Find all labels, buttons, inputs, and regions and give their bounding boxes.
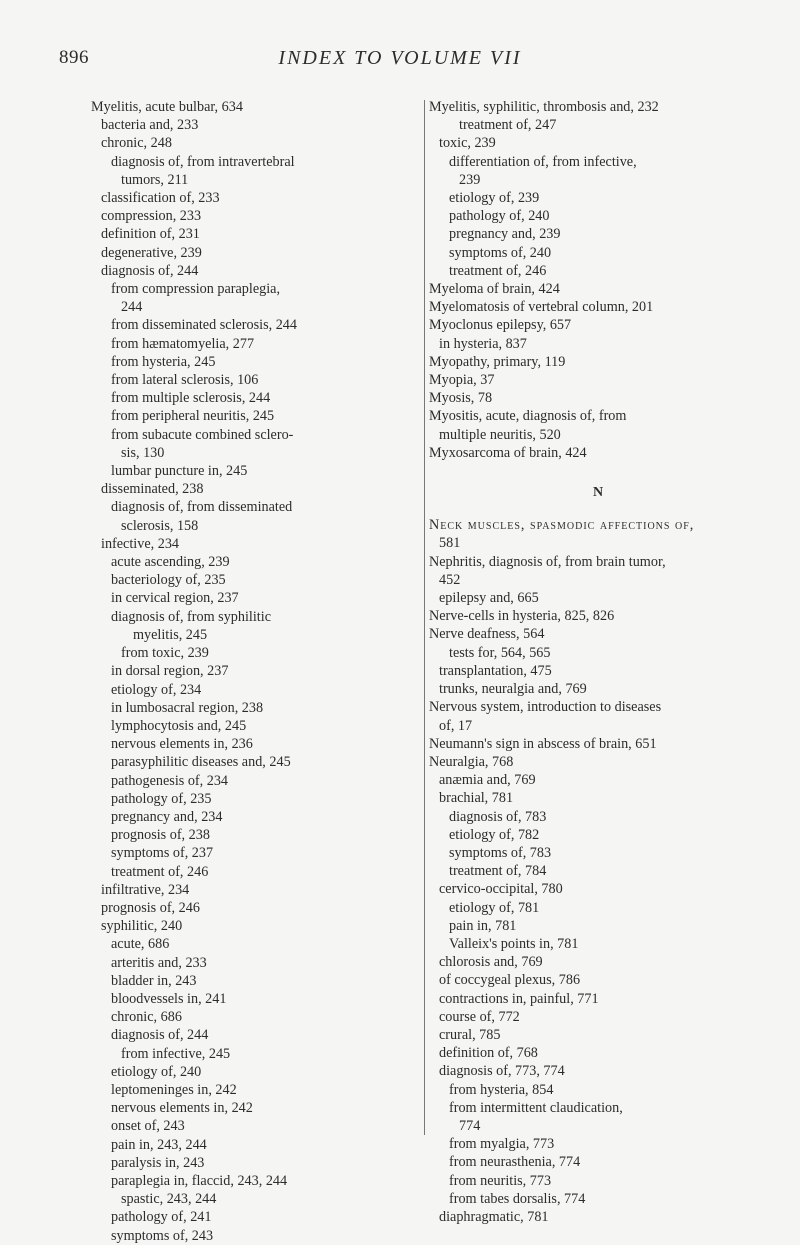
index-entry: lymphocytosis and, 245 <box>111 717 247 734</box>
index-entry: from hysteria, 854 <box>449 1081 554 1098</box>
index-entry: Valleix's points in, 781 <box>449 935 579 952</box>
index-entry: multiple neuritis, 520 <box>439 426 561 443</box>
index-entry: bacteria and, 233 <box>101 117 199 134</box>
index-entry: 244 <box>121 299 143 316</box>
index-entry: epilepsy and, 665 <box>439 590 539 607</box>
index-entry: from subacute combined sclero- <box>111 426 294 443</box>
column-divider <box>424 100 425 1135</box>
index-entry: of coccygeal plexus, 786 <box>439 972 581 989</box>
index-entry: contractions in, painful, 771 <box>439 990 599 1007</box>
index-entry: Myositis, acute, diagnosis of, from <box>429 408 627 425</box>
index-entry: diagnosis of, 244 <box>101 262 199 279</box>
index-entry: crural, 785 <box>439 1026 501 1043</box>
index-entry: Nervous system, introduction to diseases <box>429 699 662 716</box>
index-entry: from neurasthenia, 774 <box>449 1154 581 1171</box>
index-entry: etiology of, 239 <box>449 190 540 207</box>
index-entry: pathology of, 240 <box>449 208 550 225</box>
index-entry: nervous elements in, 236 <box>111 736 253 753</box>
index-entry: Neck muscles, spasmodic affections of, <box>429 517 695 534</box>
index-entry: etiology of, 781 <box>449 899 540 916</box>
index-entry: from neuritis, 773 <box>449 1172 552 1189</box>
index-entry: spastic, 243, 244 <box>121 1191 217 1208</box>
index-entry: sclerosis, 158 <box>121 517 199 534</box>
index-entry: pathology of, 241 <box>111 1209 212 1226</box>
index-entry: sis, 130 <box>121 444 165 461</box>
index-entry: Myopathy, primary, 119 <box>429 353 566 370</box>
index-entry: paralysis in, 243 <box>111 1154 205 1171</box>
index-entry: classification of, 233 <box>101 190 220 207</box>
index-entry: Nerve-cells in hysteria, 825, 826 <box>429 608 615 625</box>
index-entry: definition of, 768 <box>439 1045 538 1062</box>
left-index-column <box>91 98 424 1245</box>
index-entry: diagnosis of, 773, 774 <box>439 1063 565 1080</box>
index-entry: brachial, 781 <box>439 790 514 807</box>
index-entry: prognosis of, 238 <box>111 827 210 844</box>
index-entry: diagnosis of, from syphilitic <box>111 608 271 625</box>
index-entry: treatment of, 784 <box>449 863 547 880</box>
index-entry: pathology of, 235 <box>111 790 212 807</box>
index-entry: parasyphilitic diseases and, 245 <box>111 754 291 771</box>
index-entry: in cervical region, 237 <box>111 590 239 607</box>
index-entry: degenerative, 239 <box>101 244 202 261</box>
index-entry: diaphragmatic, 781 <box>439 1208 549 1225</box>
index-entry: in hysteria, 837 <box>439 335 527 352</box>
index-entry: paraplegia in, flaccid, 243, 244 <box>111 1172 288 1189</box>
index-entry: from toxic, 239 <box>121 645 209 662</box>
index-entry: leptomeninges in, 242 <box>111 1081 237 1098</box>
index-entry: 774 <box>459 1117 481 1134</box>
index-entry: bloodvessels in, 241 <box>111 990 227 1007</box>
index-entry: Neumann's sign in abscess of brain, 651 <box>429 735 657 752</box>
index-entry: diagnosis of, from intravertebral <box>111 153 295 170</box>
index-entry: definition of, 231 <box>101 226 200 243</box>
index-entry: syphilitic, 240 <box>101 918 183 935</box>
index-entry: Myopia, 37 <box>429 372 495 389</box>
index-entry: from intermittent claudication, <box>449 1099 623 1116</box>
index-entry: pathogenesis of, 234 <box>111 772 229 789</box>
index-entry: chronic, 248 <box>101 135 172 152</box>
index-entry: from lateral sclerosis, 106 <box>111 372 259 389</box>
index-entry: bacteriology of, 235 <box>111 572 226 589</box>
index-entry: differentiation of, from infective, <box>449 153 637 170</box>
index-entry: infiltrative, 234 <box>101 881 190 898</box>
index-entry: from hysteria, 245 <box>111 353 216 370</box>
index-entry: from compression paraplegia, <box>111 281 281 298</box>
section-heading-n: N <box>592 485 604 501</box>
index-entry: bladder in, 243 <box>111 972 197 989</box>
index-entry: etiology of, 782 <box>449 826 540 843</box>
index-entry: Myeloma of brain, 424 <box>429 281 560 298</box>
index-entry: Myosis, 78 <box>429 390 493 407</box>
index-entry: Myxosarcoma of brain, 424 <box>429 444 587 461</box>
index-entry: etiology of, 240 <box>111 1063 202 1080</box>
index-entry: Nephritis, diagnosis of, from brain tumor, <box>429 553 666 570</box>
index-entry: diagnosis of, 783 <box>449 808 547 825</box>
index-entry: trunks, neuralgia and, 769 <box>439 681 587 698</box>
index-entry: infective, 234 <box>101 535 180 552</box>
index-entry: pain in, 781 <box>449 917 517 934</box>
index-entry: from myalgia, 773 <box>449 1136 555 1153</box>
index-entry: nervous elements in, 242 <box>111 1100 253 1117</box>
index-entry: disseminated, 238 <box>101 481 204 498</box>
index-entry: 581 <box>439 535 461 552</box>
index-entry: treatment of, 246 <box>111 863 209 880</box>
index-entry: pain in, 243, 244 <box>111 1136 207 1153</box>
index-entry: Myelitis, syphilitic, thrombosis and, 232 <box>429 99 659 115</box>
index-entry: symptoms of, 240 <box>449 244 552 261</box>
page-number: 896 <box>59 47 89 68</box>
index-entry: acute, 686 <box>111 936 170 953</box>
n-entries <box>429 516 767 1226</box>
index-entry: from multiple sclerosis, 244 <box>111 390 271 407</box>
index-entry: diagnosis of, from disseminated <box>111 499 293 516</box>
index-entry: from disseminated sclerosis, 244 <box>111 317 297 334</box>
index-entry: symptoms of, 237 <box>111 845 214 862</box>
index-entry: of, 17 <box>439 717 473 734</box>
index-entry: cervico-occipital, 780 <box>439 881 563 898</box>
index-entry: Myelomatosis of vertebral column, 201 <box>429 299 654 316</box>
index-entry: diagnosis of, 244 <box>111 1027 209 1044</box>
index-entry: from peripheral neuritis, 245 <box>111 408 275 425</box>
index-entry: arteritis and, 233 <box>111 954 207 971</box>
index-entry: Myoclonus epilepsy, 657 <box>429 317 572 334</box>
index-entry: from hæmatomyelia, 277 <box>111 335 255 352</box>
index-entry: onset of, 243 <box>111 1118 185 1135</box>
index-entry: tumors, 211 <box>121 171 189 188</box>
index-entry: lumbar puncture in, 245 <box>111 463 248 480</box>
index-entry: tests for, 564, 565 <box>449 644 551 661</box>
page-header <box>0 47 800 81</box>
m-entries <box>429 98 767 462</box>
index-entry: Myelitis, acute bulbar, 634 <box>91 99 243 115</box>
index-entry: symptoms of, 783 <box>449 844 552 861</box>
index-entry: from tabes dorsalis, 774 <box>449 1190 586 1207</box>
index-entry: etiology of, 234 <box>111 681 202 698</box>
index-entry: toxic, 239 <box>439 135 496 152</box>
index-entry: chronic, 686 <box>111 1009 182 1026</box>
index-entry: chlorosis and, 769 <box>439 954 543 971</box>
index-entry: treatment of, 246 <box>449 262 547 279</box>
index-entry: prognosis of, 246 <box>101 899 200 916</box>
index-entry: symptoms of, 243 <box>111 1227 214 1244</box>
index-entry: Nerve deafness, 564 <box>429 626 545 643</box>
page-title: INDEX TO VOLUME VII <box>278 47 522 69</box>
index-entry: pregnancy and, 234 <box>111 808 223 825</box>
index-entry: acute ascending, 239 <box>111 554 230 571</box>
index-entry: course of, 772 <box>439 1008 520 1025</box>
index-entry: 452 <box>439 571 461 588</box>
index-entry: Neuralgia, 768 <box>429 753 514 770</box>
index-entry: treatment of, 247 <box>459 117 557 134</box>
index-entry: compression, 233 <box>101 208 202 225</box>
index-entry: transplantation, 475 <box>439 662 552 679</box>
index-entry: myelitis, 245 <box>133 626 208 643</box>
index-entry: anæmia and, 769 <box>439 772 536 789</box>
index-entry: from infective, 245 <box>121 1045 231 1062</box>
index-entry: pregnancy and, 239 <box>449 226 561 243</box>
index-entry: in dorsal region, 237 <box>111 663 229 680</box>
right-index-column <box>429 98 767 1226</box>
index-entry: 239 <box>459 171 481 188</box>
index-entry: in lumbosacral region, 238 <box>111 699 264 716</box>
